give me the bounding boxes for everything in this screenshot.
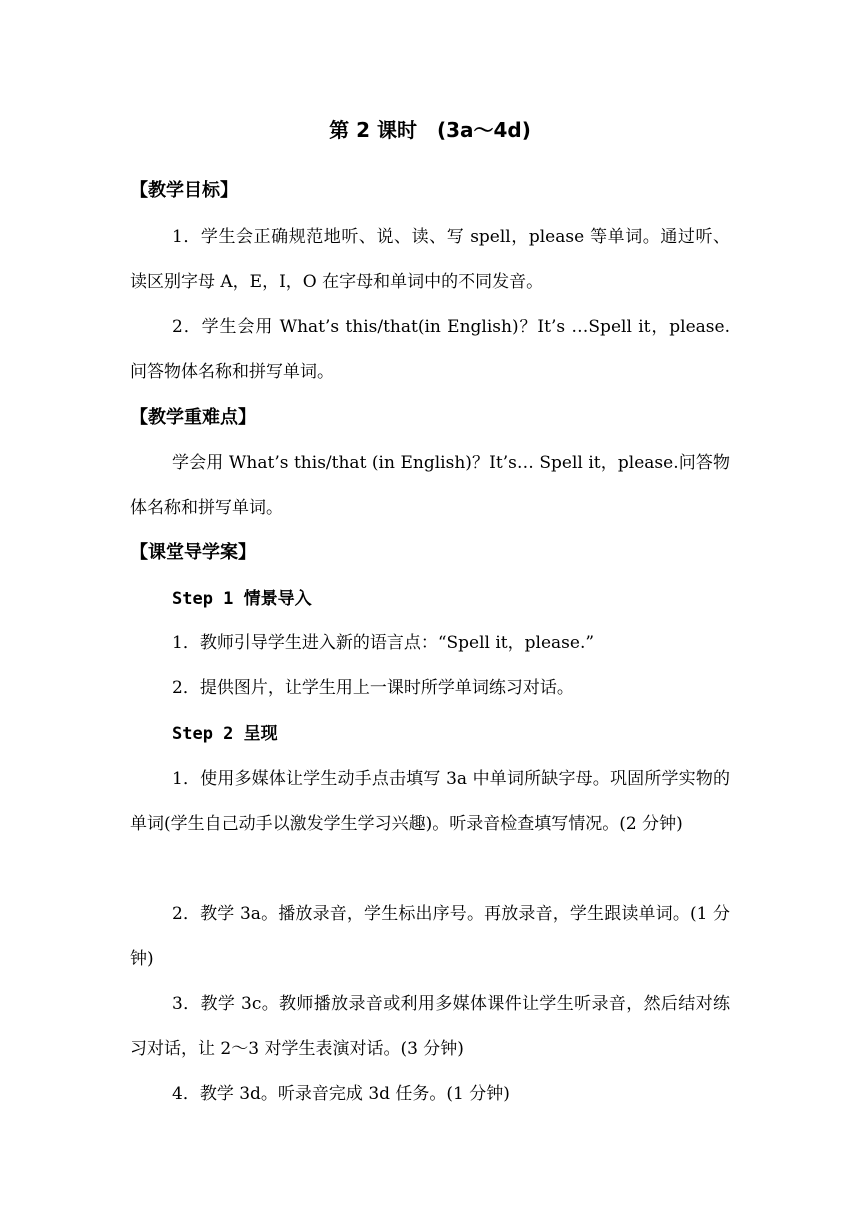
step-1-item-1: 1．教师引导学生进入新的语言点：“Spell it，please.” [172, 633, 595, 653]
objectives-heading: 【教学目标】 [130, 180, 238, 201]
step-2-item-1: 1．使用多媒体让学生动手点击填写 3a 中单词所缺字母。巩固所学实物的单词(学生自己动手以激发学生学习兴趣)。听录音检查填写情况。(2 分钟) [130, 769, 730, 834]
step-2-item-2: 2．教学 3a。播放录音，学生标出序号。再放录音，学生跟读单词。(1 分钟) [130, 904, 730, 969]
step-1-title: Step 1 情景导入 [172, 589, 312, 609]
page-title: 第 2 课时 (3a～4d) [329, 118, 531, 142]
step-2-item-3: 3．教学 3c。教师播放录音或利用多媒体课件让学生听录音，然后结对练习对话，让 2～3 对学生表演对话。(3 分钟) [130, 994, 730, 1059]
key-points-text: 学会用 What’s this/that (in English)？It’s… Spell it，please.问答物体名称和拼写单词。 [130, 453, 730, 518]
guide-heading: 【课堂导学案】 [130, 542, 256, 563]
step-2-title: Step 2 呈现 [172, 724, 278, 744]
step-1-item-2: 2．提供图片，让学生用上一课时所学单词练习对话。 [172, 678, 574, 698]
step-2-item-4: 4．教学 3d。听录音完成 3d 任务。(1 分钟) [172, 1084, 510, 1104]
objective-item-1: 1．学生会正确规范地听、说、读、写 spell，please 等单词。通过听、读区别字母 A，E，I，O 在字母和单词中的不同发音。 [130, 227, 730, 292]
objective-item-2: 2．学生会用 What’s this/that(in English)？It’s …Spell it，please.问答物体名称和拼写单词。 [130, 317, 730, 382]
key-points-heading: 【教学重难点】 [130, 407, 256, 428]
